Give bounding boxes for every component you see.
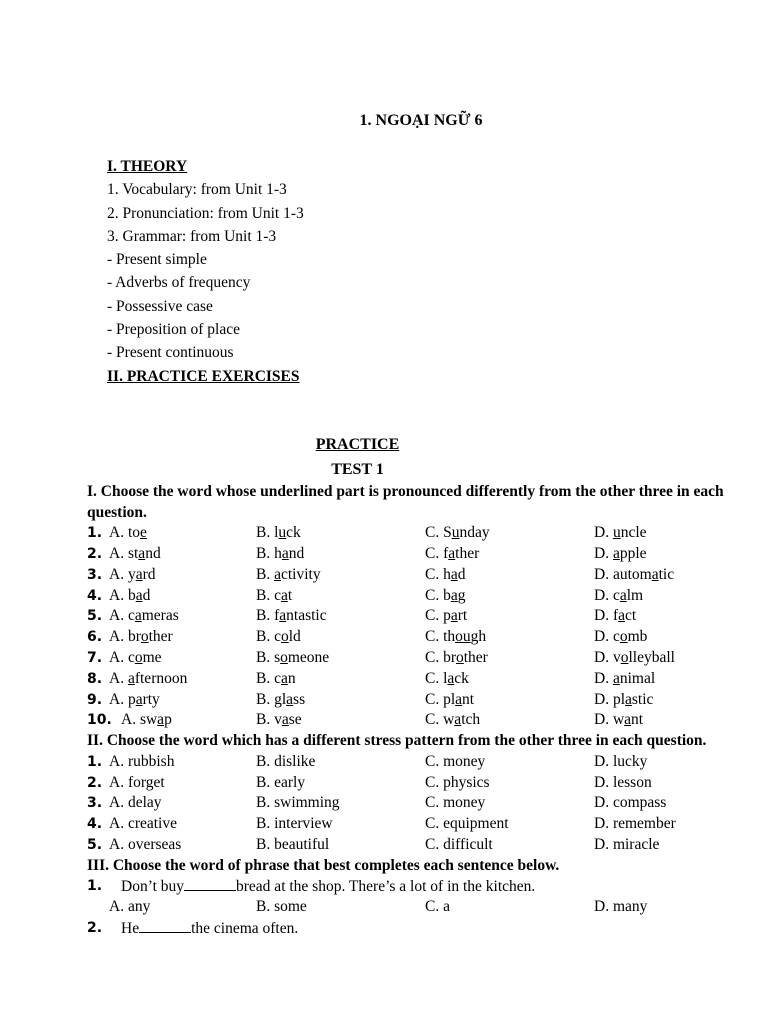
option-text: C. h [425, 565, 451, 583]
underlined-part: a [135, 690, 143, 708]
question-number: 3. [87, 795, 103, 812]
underlined-part: o [280, 648, 288, 666]
option-c: C. difficult [425, 835, 493, 853]
question-row [87, 544, 747, 565]
section2-questions [87, 752, 747, 856]
underlined-part: a [450, 586, 458, 604]
option-a [109, 648, 162, 669]
question-number: 2. [87, 919, 103, 936]
underlined-part: a [280, 586, 288, 604]
option-text: C. pl [425, 690, 456, 708]
underlined-part: a [280, 669, 288, 687]
theory-item: - Present continuous [107, 344, 234, 362]
question-row [87, 523, 747, 544]
underlined-part: a [455, 690, 463, 708]
option-d [594, 565, 674, 586]
option-c [425, 710, 480, 731]
question-number: 3. [87, 566, 103, 583]
test-title: TEST 1 [331, 461, 384, 478]
option-a: A. forget [109, 773, 165, 791]
option-text: gh [470, 628, 487, 646]
option-b: B. dislike [256, 752, 316, 770]
underlined-part: a [651, 565, 659, 583]
option-text: rt [457, 607, 468, 625]
option-text: ctivity [280, 565, 321, 583]
option-text: nt [462, 690, 475, 708]
option-c: C. money [425, 752, 486, 770]
option-text: A. y [109, 565, 136, 583]
option-c [425, 669, 469, 690]
question-row [87, 814, 747, 835]
option-text: D. w [594, 711, 625, 729]
question-row [87, 918, 747, 939]
options-row [87, 897, 747, 918]
option-d: D. lucky [594, 752, 648, 770]
underlined-part: o [620, 648, 629, 666]
question-sentence [121, 876, 535, 898]
underlined-part: a [612, 544, 620, 562]
option-text: B. f [256, 607, 280, 625]
underlined-part: a [286, 690, 294, 708]
underlined-part: u [278, 524, 287, 542]
question-number: 8. [87, 670, 103, 687]
option-b: B. early [256, 773, 306, 791]
option-text: D. [594, 544, 613, 562]
question-row [87, 752, 747, 773]
sentence-part: the cinema often. [191, 919, 299, 937]
question-sentence [121, 918, 298, 940]
underlined-part: e [140, 524, 147, 542]
option-d [594, 523, 647, 544]
underlined-part: a [281, 711, 289, 729]
option-c [425, 544, 479, 565]
sentence-part: bread at the shop. There’s a lot of in the kitchen. [236, 878, 536, 896]
option-text: C. f [425, 544, 449, 562]
sentence-part: He [121, 919, 140, 937]
question-row [87, 690, 747, 711]
option-text: D. [594, 669, 613, 687]
option-a [109, 523, 147, 544]
theory-item: 1. Vocabulary: from Unit 1-3 [107, 181, 287, 199]
option-text: D. c [594, 628, 620, 646]
option-text: C. S [425, 524, 452, 542]
underlined-part: a [619, 586, 627, 604]
option-text: A. p [109, 690, 136, 708]
option-d [594, 606, 636, 627]
question-number: 2. [87, 774, 103, 791]
option-b [256, 523, 301, 544]
option-c: C. a [425, 898, 450, 916]
option-c [425, 586, 465, 607]
option-text: A. to [109, 524, 140, 542]
option-d: D. many [594, 898, 648, 916]
option-a [109, 586, 150, 607]
underlined-part: a [450, 565, 458, 583]
option-text: lleyball [628, 648, 675, 666]
option-a [121, 710, 172, 731]
option-text: se [288, 711, 302, 729]
question-row [87, 710, 747, 731]
option-text: ther [463, 648, 488, 666]
option-text: A. sw [121, 711, 158, 729]
sentence-part: Don’t buy [121, 878, 185, 896]
test-body [87, 482, 747, 939]
option-text: D. v [594, 648, 621, 666]
option-c [425, 565, 465, 586]
underlined-part: a [135, 586, 143, 604]
option-c [425, 523, 490, 544]
section1-questions [87, 523, 747, 731]
option-text: B. [256, 565, 275, 583]
underlined-part: a [612, 669, 620, 687]
underlined-part: a [135, 565, 143, 583]
underlined-part: a [618, 607, 625, 625]
theory-item: 3. Grammar: from Unit 1-3 [107, 227, 277, 245]
option-text: n [287, 669, 296, 687]
option-a [109, 606, 179, 627]
theory-item: - Present simple [107, 251, 207, 269]
underlined-part: a [625, 690, 632, 708]
option-text: rty [142, 690, 160, 708]
underlined-part: o [140, 628, 149, 646]
option-a [109, 627, 173, 648]
theory-item: - Possessive case [107, 297, 213, 315]
option-c [425, 627, 486, 648]
option-b [256, 690, 305, 711]
option-text: ncle [620, 524, 647, 542]
underlined-part: a [127, 669, 135, 687]
underlined-part: a [454, 711, 462, 729]
option-d [594, 586, 643, 607]
question-row [87, 606, 747, 627]
option-b: B. interview [256, 815, 333, 833]
answer-blank [139, 918, 191, 933]
question-number: 9. [87, 691, 103, 708]
underlined-part: a [138, 544, 146, 562]
practice-exercises-heading: II. PRACTICE EXERCISES [107, 367, 300, 385]
option-text: A. c [109, 648, 135, 666]
underlined-part: a [450, 607, 458, 625]
answer-blank [184, 876, 236, 891]
section1-instruction: I. Choose the word whose underlined part is pronounced differently from the other three in each question. [87, 483, 724, 521]
theory-item: - Preposition of place [107, 321, 241, 339]
option-c [425, 690, 474, 711]
option-text: D. [594, 524, 613, 542]
question-row [87, 876, 747, 897]
option-a: A. overseas [109, 835, 182, 853]
underlined-part: ou [455, 628, 471, 646]
option-text: C. w [425, 711, 455, 729]
question-row [87, 669, 747, 690]
option-b [256, 648, 329, 669]
option-b [256, 710, 302, 731]
option-text: B. l [256, 524, 279, 542]
option-b [256, 606, 327, 627]
option-c: C. equipment [425, 815, 509, 833]
option-text: nt [631, 711, 644, 729]
underlined-part: u [612, 524, 621, 542]
option-text: A. st [109, 544, 139, 562]
option-text: d [457, 565, 466, 583]
underlined-part: a [279, 607, 287, 625]
question-number: 10. [87, 712, 112, 729]
question-row [87, 835, 747, 856]
underlined-part: o [619, 628, 628, 646]
option-d [594, 627, 647, 648]
option-text: nd [288, 544, 305, 562]
option-text: ck [454, 669, 469, 687]
question-number: 1. [87, 525, 103, 542]
theory-item: 2. Pronunciation: from Unit 1-3 [107, 204, 304, 222]
option-a [109, 565, 156, 586]
option-text: A. br [109, 628, 141, 646]
underlined-part: o [134, 648, 143, 666]
option-text: nimal [619, 669, 656, 687]
option-text: B. h [256, 544, 282, 562]
option-d: D. remember [594, 815, 676, 833]
underlined-part: a [157, 711, 165, 729]
question-number: 1. [87, 753, 103, 770]
option-text: ck [286, 524, 301, 542]
option-text: B. gl [256, 690, 287, 708]
option-b: B. some [256, 898, 307, 916]
option-text: tch [461, 711, 481, 729]
option-text: fternoon [134, 669, 188, 687]
option-d [594, 690, 653, 711]
option-d [594, 648, 675, 669]
option-text: A. c [109, 607, 135, 625]
option-text: g [457, 586, 466, 604]
question-number: 2. [87, 545, 103, 562]
question-number: 5. [87, 836, 103, 853]
underlined-part: a [281, 544, 289, 562]
underlined-part: u [451, 524, 460, 542]
option-text: D. f [594, 607, 619, 625]
theory-section [107, 155, 304, 388]
option-text: D. autom [594, 565, 652, 583]
option-c: C. money [425, 794, 486, 812]
option-b [256, 586, 292, 607]
option-text: B. c [256, 586, 281, 604]
question-number: 1. [87, 878, 103, 895]
option-text: mb [627, 628, 648, 646]
option-text: D. c [594, 586, 620, 604]
section2-instruction: II. Choose the word which has a different stress pattern from the other three in each question. [87, 732, 707, 750]
option-text: C. br [425, 648, 456, 666]
theory-heading: I. THEORY [107, 158, 188, 175]
option-d [594, 710, 643, 731]
option-c: C. physics [425, 773, 490, 791]
option-text: C. p [425, 607, 451, 625]
practice-title: PRACTICE [315, 436, 400, 453]
option-text: t [287, 586, 293, 604]
page-title: 1. NGOẠI NGỮ 6 [359, 112, 483, 129]
option-text: A. [109, 669, 128, 687]
underlined-part: a [447, 669, 455, 687]
option-b [256, 544, 304, 565]
theory-item: - Adverbs of frequency [107, 274, 251, 292]
option-b: B. swimming [256, 794, 340, 812]
option-a: A. any [109, 898, 151, 916]
option-text: stic [631, 690, 654, 708]
option-text: lm [626, 586, 644, 604]
option-text: p [164, 711, 172, 729]
option-text: ther [455, 544, 480, 562]
option-text: tic [658, 565, 675, 583]
option-text: C. th [425, 628, 456, 646]
option-text: C. b [425, 586, 451, 604]
option-a [109, 544, 161, 565]
option-a [109, 690, 160, 711]
question-row [87, 773, 747, 794]
question-row [87, 627, 747, 648]
option-text: ntastic [286, 607, 327, 625]
underlined-part: o [456, 648, 464, 666]
question-row [87, 565, 747, 586]
option-text: ss [293, 690, 306, 708]
option-text: d [142, 586, 151, 604]
option-a [109, 669, 187, 690]
option-text: me [142, 648, 162, 666]
option-b [256, 565, 321, 586]
question-row [87, 793, 747, 814]
option-d: D. compass [594, 794, 667, 812]
option-text: B. c [256, 669, 281, 687]
option-b: B. beautiful [256, 835, 330, 853]
option-b [256, 669, 296, 690]
option-d: D. lesson [594, 773, 652, 791]
option-a: A. rubbish [109, 752, 175, 770]
option-text: B. v [256, 711, 282, 729]
option-text: C. l [425, 669, 448, 687]
option-text: D. pl [594, 690, 625, 708]
question-number: 6. [87, 629, 103, 646]
option-text: pple [619, 544, 647, 562]
option-text: ld [288, 628, 301, 646]
option-c [425, 648, 488, 669]
option-text: B. c [256, 628, 281, 646]
question-number: 7. [87, 649, 103, 666]
option-d: D. miracle [594, 835, 660, 853]
underlined-part: a [274, 565, 281, 583]
option-text: B. s [256, 648, 281, 666]
option-text: nd [145, 544, 161, 562]
question-number: 4. [87, 587, 103, 604]
question-row [87, 648, 747, 669]
option-text: ct [625, 607, 637, 625]
question-number: 4. [87, 816, 103, 833]
option-c [425, 606, 467, 627]
option-text: ther [148, 628, 173, 646]
option-d [594, 544, 647, 565]
question-number: 5. [87, 608, 103, 625]
option-text: A. b [109, 586, 136, 604]
option-text: rd [142, 565, 156, 583]
underlined-part: o [280, 628, 289, 646]
underlined-part: a [624, 711, 632, 729]
option-text: meone [287, 648, 330, 666]
option-text: meras [141, 607, 179, 625]
option-text: nday [459, 524, 490, 542]
option-a: A. creative [109, 815, 177, 833]
option-d [594, 669, 655, 690]
option-b [256, 627, 301, 648]
underlined-part: a [448, 544, 456, 562]
question-row [87, 586, 747, 607]
section3-instruction: III. Choose the word of phrase that best completes each sentence below. [87, 856, 560, 874]
underlined-part: a [134, 607, 142, 625]
option-a: A. delay [109, 794, 162, 812]
